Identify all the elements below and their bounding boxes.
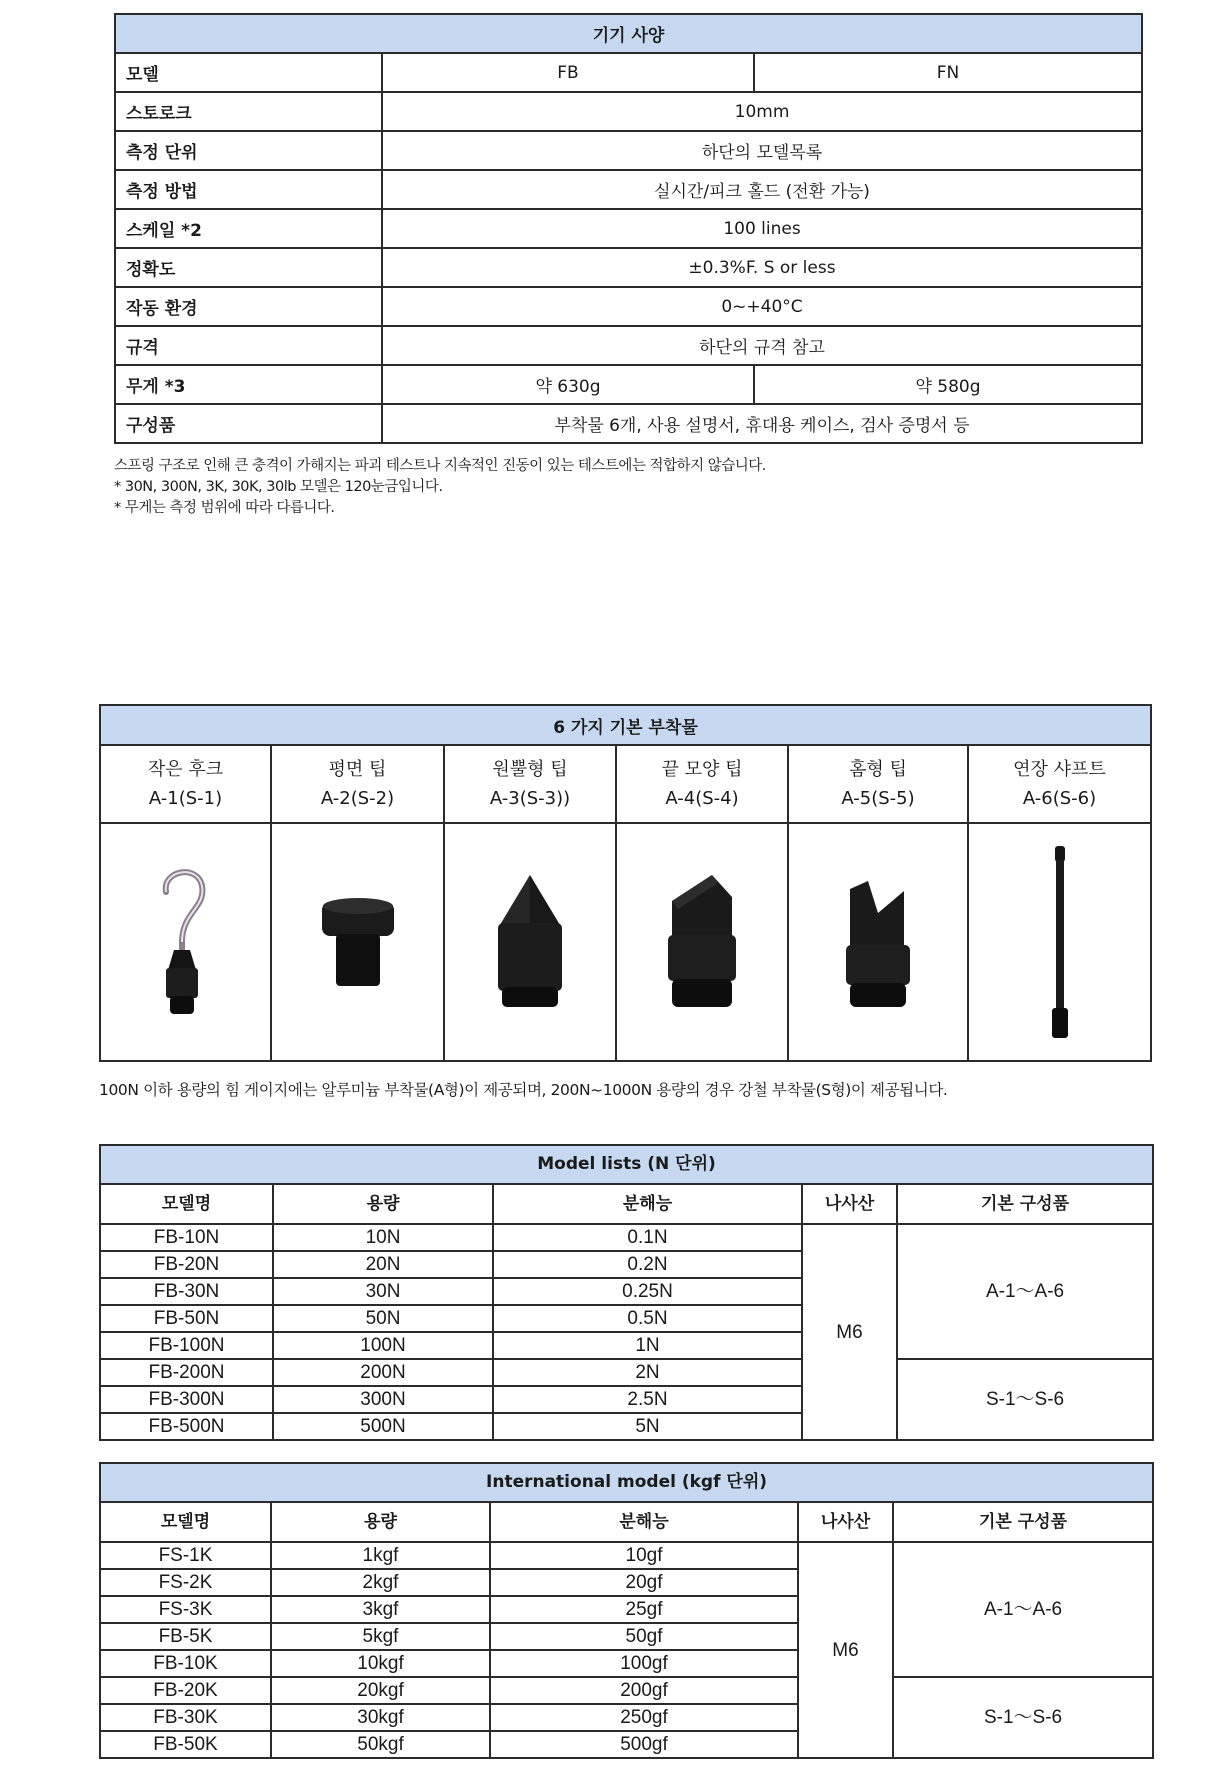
column-header: 기본 구성품 <box>893 1502 1153 1542</box>
extension-shaft-icon <box>1040 842 1080 1042</box>
cone-tip-icon <box>490 867 570 1017</box>
resolution-cell: 0.1N <box>493 1224 802 1251</box>
attachments-note: 100N 이하 용량의 힘 게이지에는 알루미늄 부착물(A형)이 제공되며, 200N~1000N 용량의 경우 강철 부착물(S형)이 제공됩니다. <box>99 1081 948 1099</box>
resolution-cell: 20gf <box>490 1569 798 1596</box>
resolution-cell: 2.5N <box>493 1386 802 1413</box>
model-list-kgf-title: International model (kgf 단위) <box>100 1463 1153 1502</box>
resolution-cell: 500gf <box>490 1731 798 1758</box>
model-cell: FB-100N <box>100 1332 273 1359</box>
thread-cell: M6 <box>802 1224 897 1440</box>
attachment-name: 연장 샤프트 <box>1013 759 1106 780</box>
spec-note: * 30N, 300N, 3K, 30K, 30lb 모델은 120눈금입니다. <box>114 479 443 495</box>
spec-model-fn: FN <box>754 53 1142 92</box>
attachment-label <box>968 745 1151 823</box>
spec-note: 스프링 구조로 인해 큰 충격이 가해지는 파괴 테스트나 지속적인 진동이 있는 테스트에는 적합하지 않습니다. <box>114 458 766 474</box>
attachments-title: 6 가지 기본 부착물 <box>100 705 1151 745</box>
spec-value: ±0.3%F. S or less <box>382 248 1142 287</box>
attachment-name: 원뿔형 팁 <box>492 759 568 780</box>
attachment-label <box>271 745 444 823</box>
model-cell: FB-5K <box>100 1623 271 1650</box>
resolution-cell: 2N <box>493 1359 802 1386</box>
capacity-cell: 30N <box>273 1278 493 1305</box>
table-row <box>100 1224 1153 1251</box>
column-header: 모델명 <box>100 1184 273 1224</box>
attachment-label <box>616 745 788 823</box>
column-header: 기본 구성품 <box>897 1184 1153 1224</box>
column-header: 모델명 <box>100 1502 271 1542</box>
chisel-tip-icon <box>662 867 742 1017</box>
model-cell: FB-10K <box>100 1650 271 1677</box>
attachments-table <box>99 704 1152 1062</box>
column-header: 분해능 <box>490 1502 798 1542</box>
spec-note: * 무게는 측정 범위에 따라 다릅니다. <box>114 500 335 516</box>
spec-label: 작동 환경 <box>115 287 382 326</box>
resolution-cell: 200gf <box>490 1677 798 1704</box>
spec-weight-fn: 약 580g <box>754 365 1142 404</box>
resolution-cell: 100gf <box>490 1650 798 1677</box>
spec-label: 규격 <box>115 326 382 365</box>
resolution-cell: 1N <box>493 1332 802 1359</box>
model-cell: FB-10N <box>100 1224 273 1251</box>
attachment-label <box>788 745 968 823</box>
spec-notes <box>114 456 766 519</box>
capacity-cell: 1kgf <box>271 1542 490 1569</box>
attachment-code: A-3(S-3)) <box>489 788 571 809</box>
model-cell: FB-500N <box>100 1413 273 1440</box>
table-row <box>100 1542 1153 1569</box>
flat-tip-icon <box>318 882 398 1002</box>
model-cell: FB-30N <box>100 1278 273 1305</box>
capacity-cell: 2kgf <box>271 1569 490 1596</box>
spec-value: 0~+40°C <box>382 287 1142 326</box>
capacity-cell: 30kgf <box>271 1704 490 1731</box>
column-header: 나사산 <box>802 1184 897 1224</box>
spec-model-fb: FB <box>382 53 754 92</box>
spec-label-components: 구성품 <box>115 404 382 443</box>
spec-label: 정확도 <box>115 248 382 287</box>
spec-label: 스케일 *2 <box>115 209 382 248</box>
column-header: 용량 <box>273 1184 493 1224</box>
spec-value: 실시간/피크 홀드 (전환 가능) <box>382 170 1142 209</box>
hook-icon <box>146 862 226 1022</box>
attachment-name: 평면 팁 <box>328 759 387 780</box>
capacity-cell: 10kgf <box>271 1650 490 1677</box>
spec-value: 100 lines <box>382 209 1142 248</box>
attachment-label <box>100 745 271 823</box>
spec-label: 측정 방법 <box>115 170 382 209</box>
spec-label-weight: 무게 *3 <box>115 365 382 404</box>
resolution-cell: 25gf <box>490 1596 798 1623</box>
resolution-cell: 0.25N <box>493 1278 802 1305</box>
capacity-cell: 100N <box>273 1332 493 1359</box>
attachment-code: A-2(S-2) <box>320 788 395 809</box>
attachment-image-cell <box>271 823 444 1061</box>
components-a-cell: A-1～A-6 <box>893 1542 1153 1677</box>
column-header: 용량 <box>271 1502 490 1542</box>
components-s-cell: S-1～S-6 <box>897 1359 1153 1440</box>
attachment-image-cell <box>968 823 1151 1061</box>
attachment-code: A-1(S-1) <box>148 788 223 809</box>
attachment-image-cell <box>788 823 968 1061</box>
capacity-cell: 500N <box>273 1413 493 1440</box>
spec-label-model: 모델 <box>115 53 382 92</box>
model-cell: FB-50N <box>100 1305 273 1332</box>
model-cell: FB-50K <box>100 1731 271 1758</box>
spec-value: 10mm <box>382 92 1142 131</box>
capacity-cell: 20kgf <box>271 1677 490 1704</box>
attachment-image-cell <box>444 823 616 1061</box>
notch-tip-icon <box>838 867 918 1017</box>
spec-label: 스토로크 <box>115 92 382 131</box>
components-s-cell: S-1～S-6 <box>893 1677 1153 1758</box>
attachment-code: A-5(S-5) <box>841 788 915 809</box>
spec-table <box>114 13 1143 444</box>
spec-weight-fb: 약 630g <box>382 365 754 404</box>
attachment-code: A-4(S-4) <box>665 788 739 809</box>
resolution-cell: 250gf <box>490 1704 798 1731</box>
thread-cell: M6 <box>798 1542 893 1758</box>
capacity-cell: 20N <box>273 1251 493 1278</box>
resolution-cell: 10gf <box>490 1542 798 1569</box>
capacity-cell: 50N <box>273 1305 493 1332</box>
spec-value: 하단의 규격 참고 <box>382 326 1142 365</box>
attachment-image-cell <box>616 823 788 1061</box>
capacity-cell: 10N <box>273 1224 493 1251</box>
model-cell: FS-2K <box>100 1569 271 1596</box>
components-a-cell: A-1～A-6 <box>897 1224 1153 1359</box>
column-header: 분해능 <box>493 1184 802 1224</box>
capacity-cell: 3kgf <box>271 1596 490 1623</box>
capacity-cell: 50kgf <box>271 1731 490 1758</box>
spec-components-value: 부착물 6개, 사용 설명서, 휴대용 케이스, 검사 증명서 등 <box>382 404 1142 443</box>
model-cell: FB-30K <box>100 1704 271 1731</box>
model-cell: FB-20N <box>100 1251 273 1278</box>
attachment-image-cell <box>100 823 271 1061</box>
model-cell: FS-3K <box>100 1596 271 1623</box>
model-list-n-table <box>99 1144 1154 1441</box>
spec-label: 측정 단위 <box>115 131 382 170</box>
attachment-code: A-6(S-6) <box>1022 788 1097 809</box>
resolution-cell: 50gf <box>490 1623 798 1650</box>
capacity-cell: 200N <box>273 1359 493 1386</box>
model-list-n-title: Model lists (N 단위) <box>100 1145 1153 1184</box>
attachment-name: 끝 모양 팁 <box>661 759 743 780</box>
model-list-kgf-table <box>99 1462 1154 1759</box>
column-header: 나사산 <box>798 1502 893 1542</box>
attachment-name: 작은 후크 <box>147 759 224 780</box>
capacity-cell: 5kgf <box>271 1623 490 1650</box>
table-row <box>100 1359 1153 1386</box>
model-cell: FB-300N <box>100 1386 273 1413</box>
table-row <box>100 1677 1153 1704</box>
resolution-cell: 5N <box>493 1413 802 1440</box>
attachment-label <box>444 745 616 823</box>
model-cell: FB-200N <box>100 1359 273 1386</box>
attachment-name: 홈형 팁 <box>849 759 907 780</box>
resolution-cell: 0.2N <box>493 1251 802 1278</box>
model-cell: FB-20K <box>100 1677 271 1704</box>
spec-value: 하단의 모델목록 <box>382 131 1142 170</box>
spec-table-title: 기기 사양 <box>115 14 1142 53</box>
model-cell: FS-1K <box>100 1542 271 1569</box>
resolution-cell: 0.5N <box>493 1305 802 1332</box>
capacity-cell: 300N <box>273 1386 493 1413</box>
